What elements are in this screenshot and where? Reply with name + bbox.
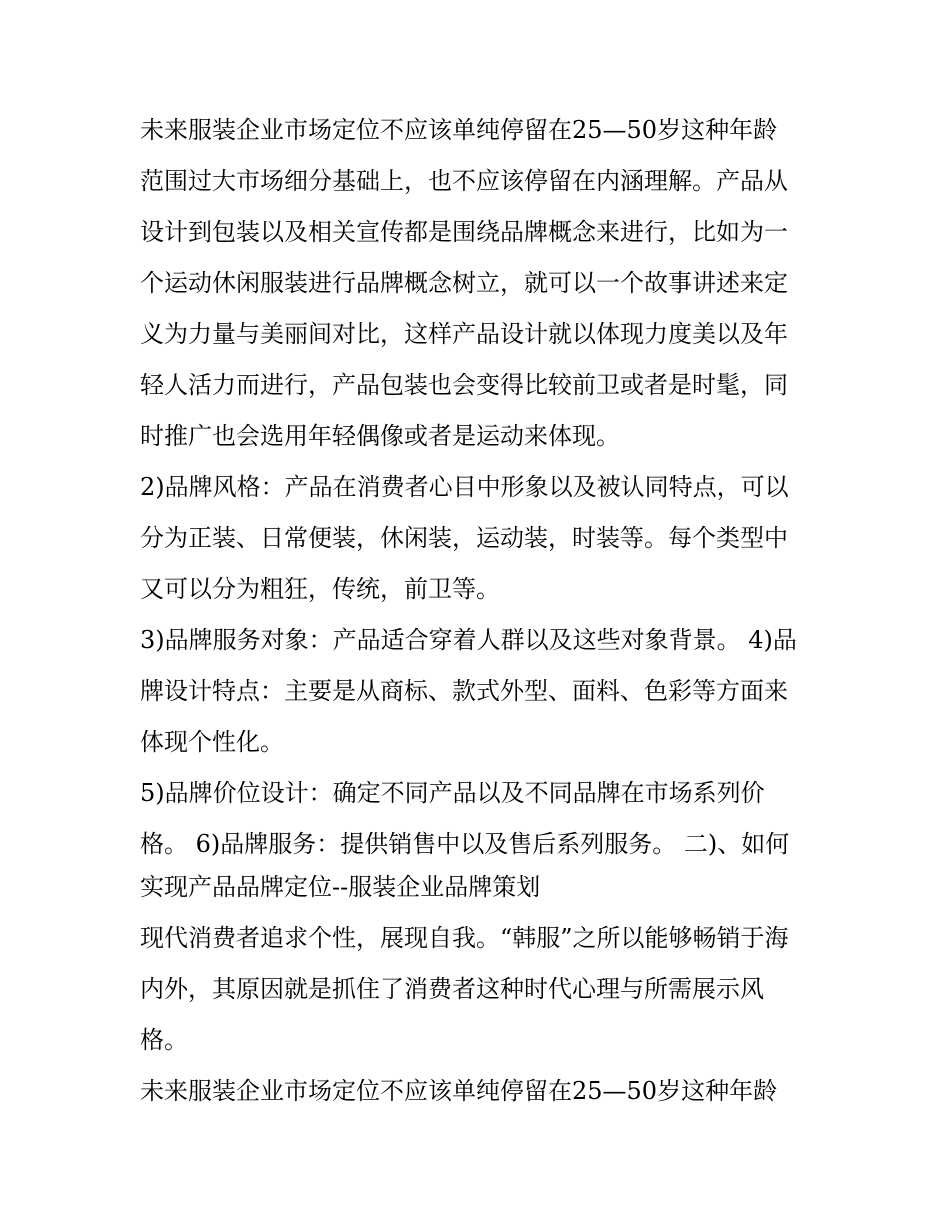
text-line: 格。 xyxy=(140,1026,188,1054)
text-line: 个运动休闲服装进行品牌概念树立，就可以一个故事讲述来定 xyxy=(140,269,788,297)
text-line: 5)品牌价位设计：确定不同产品以及不同品牌在市场系列价 xyxy=(140,779,765,807)
text-line: 体现个性化。 xyxy=(140,728,284,756)
text-line: 现代消费者追求个性，展现自我。“韩服”之所以能够畅销于海 xyxy=(140,924,789,952)
text-line: 范围过大市场细分基础上，也不应该停留在内涵理解。产品从 xyxy=(140,167,788,195)
text-line: 2)品牌风格：产品在消费者心目中形象以及被认同特点，可以 xyxy=(140,473,789,501)
text-line: 实现产品品牌定位--服装企业品牌策划 xyxy=(140,873,541,901)
text-line: 时推广也会选用年轻偶像或者是运动来体现。 xyxy=(140,422,620,450)
text-line: 义为力量与美丽间对比，这样产品设计就以体现力度美以及年 xyxy=(140,320,788,348)
text-line: 格。 6)品牌服务：提供销售中以及售后系列服务。 二)、如何 xyxy=(140,830,790,858)
text-line: 又可以分为粗狂，传统，前卫等。 xyxy=(140,575,500,603)
text-line: 轻人活力而进行，产品包装也会变得比较前卫或者是时髦，同 xyxy=(140,371,788,399)
text-line: 内外，其原因就是抓住了消费者这种时代心理与所需展示风 xyxy=(140,975,764,1003)
text-line: 分为正装、日常便装，休闲装，运动装，时装等。每个类型中 xyxy=(140,524,788,552)
text-line: 设计到包装以及相关宣传都是围绕品牌概念来进行，比如为一 xyxy=(140,218,788,246)
text-line: 未来服装企业市场定位不应该单纯停留在25—50岁这种年龄 xyxy=(140,116,778,144)
text-line: 未来服装企业市场定位不应该单纯停留在25—50岁这种年龄 xyxy=(140,1077,778,1105)
text-line: 牌设计特点：主要是从商标、款式外型、面料、色彩等方面来 xyxy=(140,677,788,705)
text-line: 3)品牌服务对象：产品适合穿着人群以及这些对象背景。 4)品 xyxy=(140,626,797,654)
